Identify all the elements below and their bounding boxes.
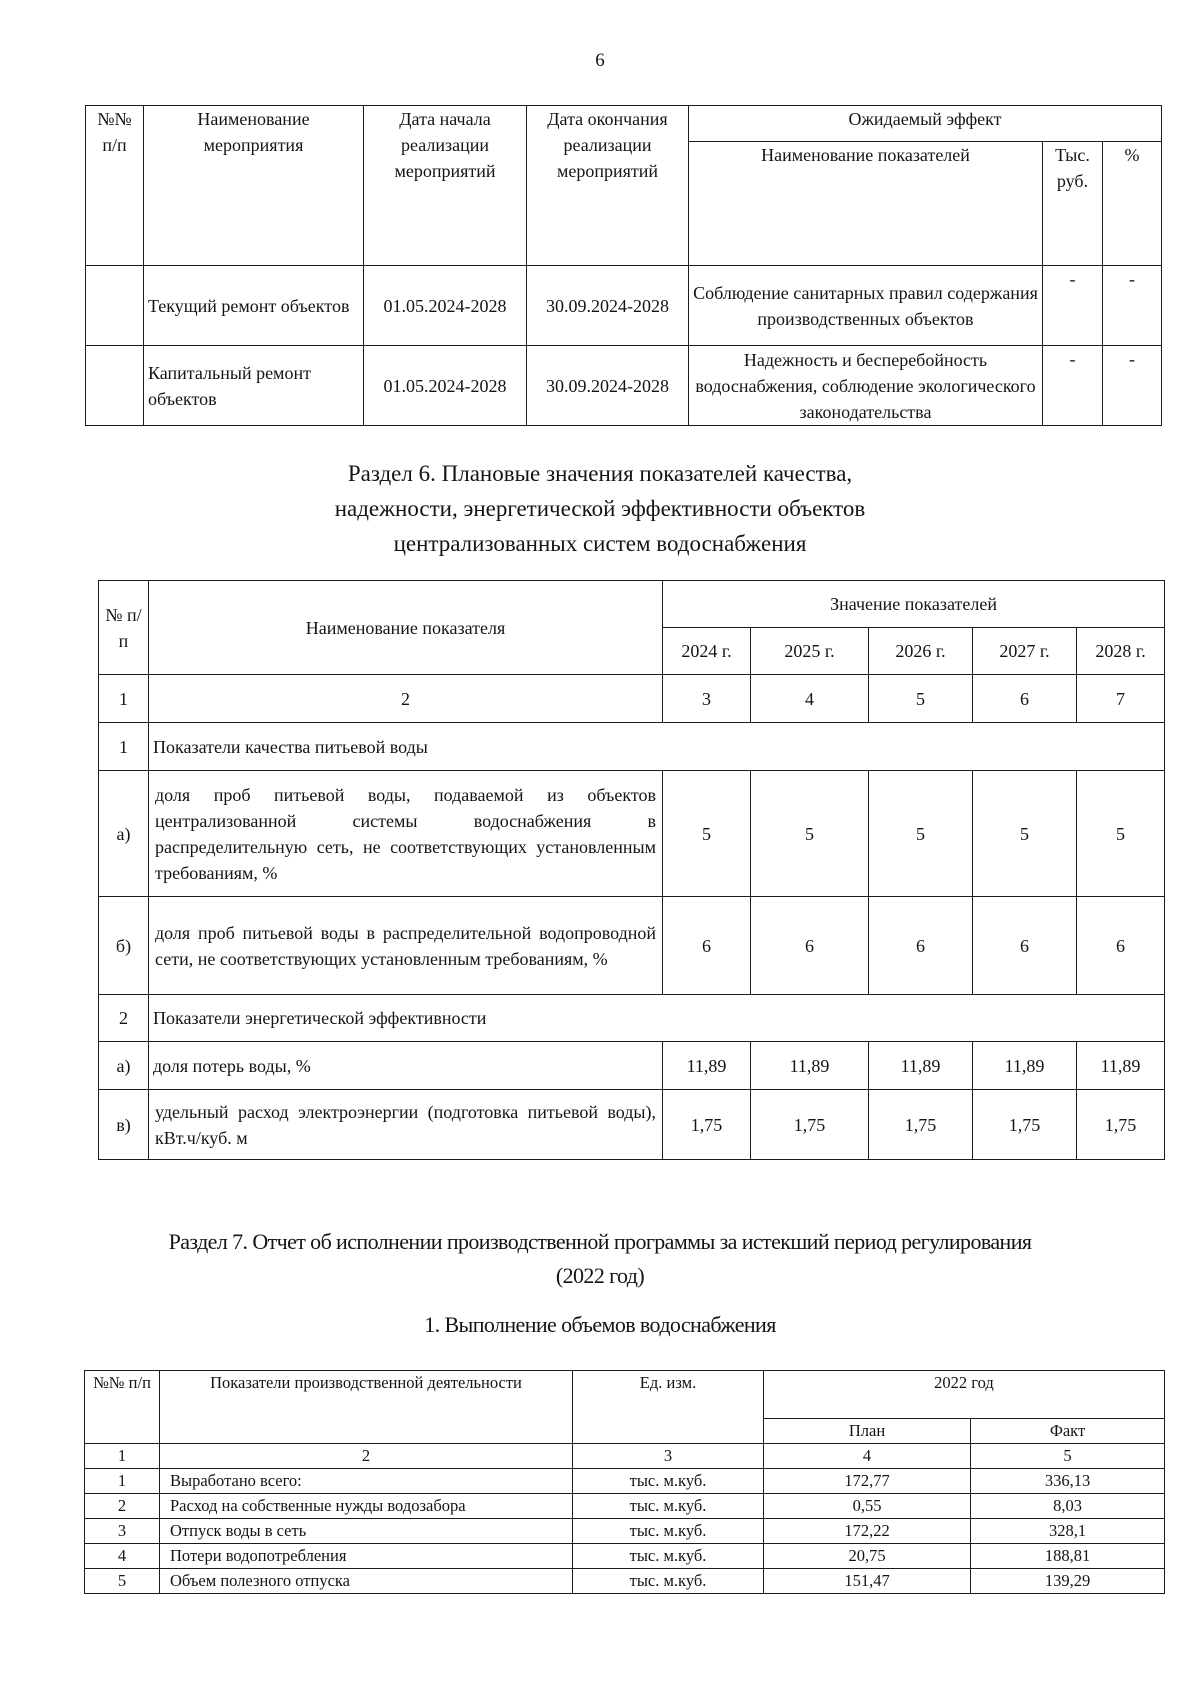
group-title: Показатели качества питьевой воды [149,723,1165,771]
expected-effect: Надежность и бесперебойность водоснабжения, соблюдение экологического законодательства [689,346,1043,426]
water-supply-volumes-table [84,1370,1165,1594]
header-num: № п/п [99,581,149,675]
percent-value: - [1103,266,1162,346]
header-year: 2026 г. [869,628,973,675]
table-row [99,897,1165,995]
row-indicator: Потери водопотребления [160,1544,573,1569]
indicator-value: 1,75 [973,1090,1077,1160]
thous-value: - [1043,266,1103,346]
section6-line3: централизованных систем водоснабжения [393,531,807,556]
measure-name: Текущий ремонт объектов [144,266,364,346]
index-cell: 3 [573,1444,764,1469]
table-row [99,771,1165,897]
group-num: 2 [99,995,149,1042]
indicator-value: 1,75 [751,1090,869,1160]
index-cell: 4 [751,675,869,723]
table-row [85,1519,1165,1544]
section7-line2: (2022 год) [555,1263,645,1288]
index-cell: 5 [869,675,973,723]
header-unit: Ед. изм. [573,1371,764,1444]
header-percent: % [1103,142,1162,266]
index-row [99,675,1165,723]
header-year: 2027 г. [973,628,1077,675]
header-fact: Факт [971,1419,1165,1444]
indicator-value: 5 [751,771,869,897]
indicator-name: доля проб питьевой воды в распределительной водопроводной сети, не соответствующих установленным требованиям, % [149,897,663,995]
table-row [85,1544,1165,1569]
row-plan: 172,77 [764,1469,971,1494]
page-number: 6 [595,50,605,71]
header-num: №№ п/п [85,1371,160,1444]
percent-value: - [1103,346,1162,426]
section7-line1: Раздел 7. Отчет об исполнении производственной программы за истекший период регулирования [168,1229,1032,1254]
indicator-value: 6 [973,897,1077,995]
row-unit: тыс. м.куб. [573,1469,764,1494]
row-fact: 336,13 [971,1469,1165,1494]
table-row [85,1569,1165,1594]
index-cell: 4 [764,1444,971,1469]
indicator-value: 6 [1077,897,1165,995]
index-cell: 5 [971,1444,1165,1469]
row-indicator: Объем полезного отпуска [160,1569,573,1594]
row-indicator: Расход на собственные нужды водозабора [160,1494,573,1519]
section6-line1: Раздел 6. Плановые значения показателей качества, [347,461,853,486]
indicator-value: 11,89 [973,1042,1077,1090]
index-cell: 2 [160,1444,573,1469]
header-values: Значение показателей [663,581,1165,628]
header-thous-rub: Тыс. руб. [1043,142,1103,266]
index-cell: 6 [973,675,1077,723]
indicator-value: 11,89 [1077,1042,1165,1090]
row-plan: 20,75 [764,1544,971,1569]
row-fact: 8,03 [971,1494,1165,1519]
header-indicator-name: Наименование показателя [149,581,663,675]
indicator-value: 11,89 [663,1042,751,1090]
header-start-date: Дата начала реализации мероприятий [364,106,527,266]
header-name: Наименование мероприятия [144,106,364,266]
row-num [86,266,144,346]
end-date: 30.09.2024-2028 [527,346,689,426]
indicator-value: 5 [1077,771,1165,897]
indicator-value: 6 [869,897,973,995]
row-num: 2 [85,1494,160,1519]
indicator-value: 11,89 [751,1042,869,1090]
index-cell: 1 [99,675,149,723]
indicator-value: 1,75 [663,1090,751,1160]
row-num: 3 [85,1519,160,1544]
group-num: 1 [99,723,149,771]
header-expected-effect: Ожидаемый эффект [689,106,1162,142]
header-num: №№ п/п [86,106,144,266]
row-fact: 328,1 [971,1519,1165,1544]
indicator-value: 5 [869,771,973,897]
row-num: в) [99,1090,149,1160]
planned-indicators-table [98,580,1165,1160]
row-unit: тыс. м.куб. [573,1569,764,1594]
group-title: Показатели энергетической эффективности [149,995,1165,1042]
header-year: 2022 год [764,1371,1165,1419]
subsection-title: 1. Выполнение объемов водоснабжения [424,1312,776,1337]
indicator-name: доля потерь воды, % [149,1042,663,1090]
section6-heading [0,456,1200,561]
end-date: 30.09.2024-2028 [527,266,689,346]
row-indicator: Выработано всего: [160,1469,573,1494]
indicator-value: 6 [663,897,751,995]
row-num: 4 [85,1544,160,1569]
row-num: а) [99,771,149,897]
header-indicator: Показатели производственной деятельности [160,1371,573,1444]
table-row [86,346,1162,426]
expected-effect: Соблюдение санитарных правил содержания производственных объектов [689,266,1043,346]
thous-value: - [1043,346,1103,426]
start-date: 01.05.2024-2028 [364,346,527,426]
row-fact: 188,81 [971,1544,1165,1569]
row-num: 1 [85,1469,160,1494]
index-cell: 1 [85,1444,160,1469]
header-year: 2028 г. [1077,628,1165,675]
header-year: 2024 г. [663,628,751,675]
indicator-value: 1,75 [1077,1090,1165,1160]
header-indicator-name: Наименование показателей [689,142,1043,266]
row-unit: тыс. м.куб. [573,1544,764,1569]
row-num: 5 [85,1569,160,1594]
indicator-name: доля проб питьевой воды, подаваемой из объектов централизованной системы водоснабжения в распределительную сеть, не соответствующих установленным требованиям, % [149,771,663,897]
measures-table [85,105,1162,426]
section6-line2: надежности, энергетической эффективности объектов [334,496,866,521]
index-cell: 7 [1077,675,1165,723]
header-plan: План [764,1419,971,1444]
row-plan: 172,22 [764,1519,971,1544]
group-row [99,723,1165,771]
index-cell: 3 [663,675,751,723]
index-row [85,1444,1165,1469]
table-row [99,1090,1165,1160]
row-num: б) [99,897,149,995]
header-year: 2025 г. [751,628,869,675]
table-row [99,1042,1165,1090]
indicator-value: 5 [973,771,1077,897]
header-end-date: Дата окончания реализации мероприятий [527,106,689,266]
table-row [85,1494,1165,1519]
row-unit: тыс. м.куб. [573,1494,764,1519]
indicator-name: удельный расход электроэнергии (подготовка питьевой воды), кВт.ч/куб. м [149,1090,663,1160]
row-plan: 0,55 [764,1494,971,1519]
table-row [86,266,1162,346]
indicator-value: 5 [663,771,751,897]
row-indicator: Отпуск воды в сеть [160,1519,573,1544]
row-unit: тыс. м.куб. [573,1519,764,1544]
row-num: а) [99,1042,149,1090]
table-row [85,1469,1165,1494]
row-plan: 151,47 [764,1569,971,1594]
row-num [86,346,144,426]
start-date: 01.05.2024-2028 [364,266,527,346]
measure-name: Капитальный ремонт объектов [144,346,364,426]
index-cell: 2 [149,675,663,723]
indicator-value: 6 [751,897,869,995]
section7-heading [0,1225,1200,1293]
row-fact: 139,29 [971,1569,1165,1594]
indicator-value: 11,89 [869,1042,973,1090]
group-row [99,995,1165,1042]
indicator-value: 1,75 [869,1090,973,1160]
